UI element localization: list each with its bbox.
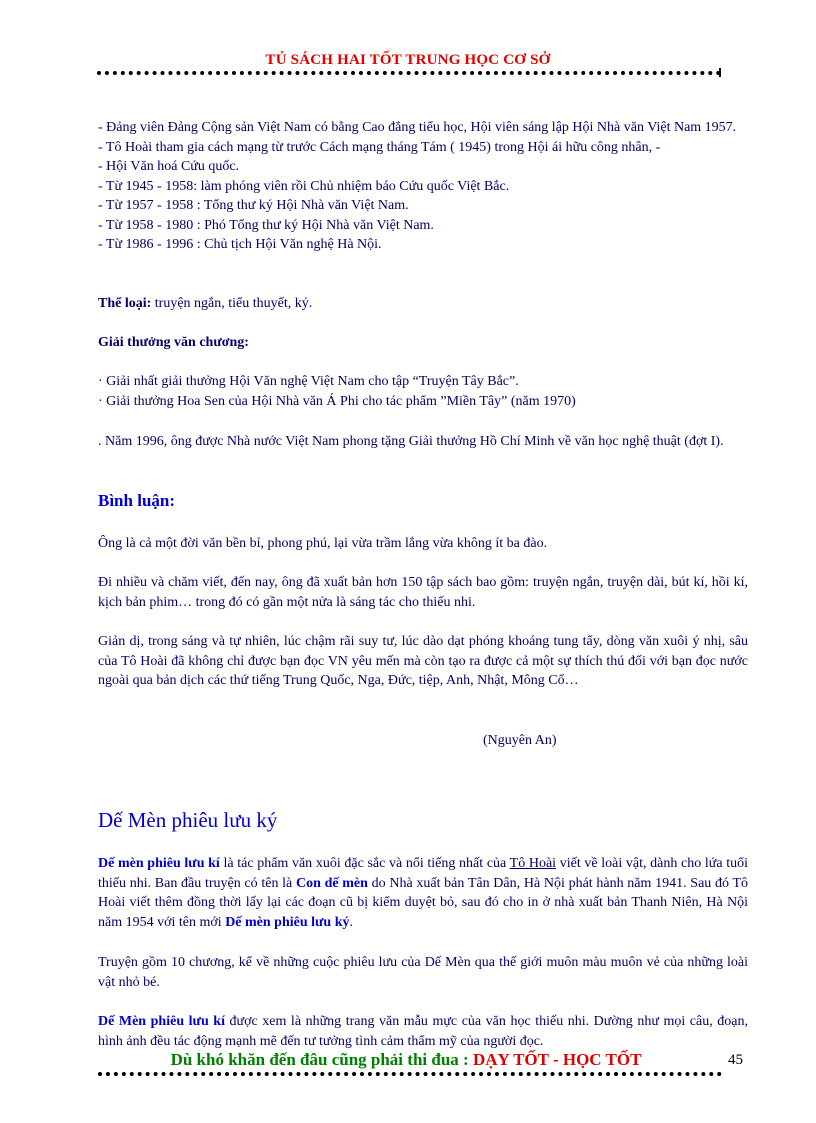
commentary-paragraph-2: Đi nhiều và chăm viết, đến nay, ông đã xuất bản hơn 150 tập sách bao gồm: truyện ngắn, truyện dài, bút kí, hồi kí, kịch bản phim… trong đó có gần một nửa là sáng tác cho thiếu nhi. bbox=[98, 575, 748, 610]
de-men-paragraph-3: Dế Mèn phiêu lưu kí được xem là những trang văn mẫu mực của văn học thiếu nhi. Dường như mọi câu, đoạn, hình ảnh đều tác động mạnh mẽ đến tư tưởng tình cảm thẩm mỹ của người đọc. bbox=[98, 1014, 748, 1049]
commentary-paragraph-3: Giản dị, trong sáng và tự nhiên, lúc chậm rãi suy tư, lúc dào dạt phóng khoáng tung tẩy, dòng văn xuôi ý nhị, sâu của Tô Hoài đã không chỉ được bạn đọc VN yêu mến mà còn tạo ra được cả một sự thích thú đối với bạn đọc nước ngoài qua bản dịch các thứ tiếng Trung Quốc, Nga, Đức, tiệp, Anh, Nhật, Mông Cổ… bbox=[98, 634, 748, 688]
bio-line: - Từ 1958 - 1980 : Phó Tổng thư ký Hội Nhà văn Việt Nam. bbox=[98, 217, 434, 233]
de-men-paragraph-1: Dế mèn phiêu lưu kí là tác phẩm văn xuôi đặc sắc và nổi tiếng nhất của Tô Hoài viết về loài vật, dành cho lứa tuổi thiếu nhi. Ban đầu truyện có tên là Con dế mèn do Nhà xuất bản Tân Dân, Hà Nội phát hành năm 1941. Sau đó Tô Hoài viết thêm đồng thời lấy lại các đoạn cũ bị kiểm duyệt bỏ, sau đó cho in ở nhà xuất bản Thanh Niên, Hà Nội năm 1954 với tên mới Dế mèn phiêu lưu ký. bbox=[98, 856, 749, 930]
award-item: · Giải nhất giải thưởng Hội Văn nghệ Việt Nam cho tập “Truyện Tây Bắc”. bbox=[98, 374, 519, 389]
awards-list bbox=[98, 372, 748, 411]
bio-line: - Đảng viên Đảng Cộng sản Việt Nam có bằng Cao đẳng tiểu học, Hội viên sáng lập Hội Nhà văn Việt Nam 1957. bbox=[98, 120, 737, 135]
awards-note: . Năm 1996, ông được Nhà nước Việt Nam phong tặng Giải thưởng Hồ Chí Minh về văn học nghệ thuật (đợt I). bbox=[98, 434, 724, 449]
commentary-paragraph-1: Ông là cả một đời văn bền bỉ, phong phú, lại vừa trầm lắng vừa không ít ba đào. bbox=[98, 536, 548, 551]
header-rule-end-mark bbox=[719, 68, 721, 77]
slogan-emphasis: DẠY TỐT - HỌC TỐT bbox=[472, 1050, 642, 1069]
footer-dotted-rule bbox=[98, 1072, 722, 1082]
bio-line: - Tô Hoài tham gia cách mạng từ trước Cách mạng tháng Tám ( 1945) trong Hội ái hữu công nhân, - bbox=[98, 139, 661, 155]
biography-list bbox=[98, 118, 758, 255]
commentary-attribution: (Nguyên An) bbox=[483, 733, 557, 748]
bio-line: - Từ 1957 - 1958 : Tổng thư ký Hội Nhà văn Việt Nam. bbox=[98, 198, 409, 213]
de-men-paragraph-2: Truyện gồm 10 chương, kể về những cuộc phiêu lưu của Dế Mèn qua thế giới muôn màu muôn vẻ của những loài vật nhỏ bé. bbox=[98, 955, 748, 990]
genre-line bbox=[98, 294, 748, 314]
author-link[interactable]: Tô Hoài bbox=[509, 856, 557, 871]
bio-line: - Hội Văn hoá Cứu quốc. bbox=[98, 159, 240, 174]
header-dotted-rule bbox=[97, 71, 721, 80]
de-men-title: Dế Mèn phiêu lưu ký bbox=[98, 808, 278, 832]
bio-line: - Từ 1986 - 1996 : Chủ tịch Hội Văn nghệ Hà Nội. bbox=[98, 237, 382, 252]
header-title: TỦ SÁCH HAI TỐT TRUNG HỌC CƠ SỞ bbox=[265, 52, 551, 68]
footer-slogan: Dù khó khăn đến đâu cũng phải thi đua : DẠY TỐT - HỌC TỐT bbox=[170, 1050, 642, 1069]
award-item: · Giải thưởng Hoa Sen của Hội Nhà văn Á Phi cho tác phẩm ”Miền Tây” (năm 1970) bbox=[98, 393, 576, 409]
book-title-bold: Dế mèn phiêu lưu kí bbox=[98, 856, 220, 871]
original-title-bold: Con dế mèn bbox=[295, 875, 368, 891]
bio-line: - Từ 1945 - 1958: làm phóng viên rồi Chủ nhiệm báo Cứu quốc Việt Bắc. bbox=[98, 178, 510, 194]
commentary-heading: Bình luận: bbox=[98, 491, 176, 510]
genre-value: truyện ngắn, tiểu thuyết, ký. bbox=[151, 296, 313, 311]
page-number: 45 bbox=[728, 1052, 743, 1068]
book-title-bold: Dế Mèn phiêu lưu kí bbox=[98, 1014, 225, 1029]
awards-heading: Giải thưởng văn chương: bbox=[98, 335, 249, 350]
new-title-bold: Dế mèn phiêu lưu ký bbox=[225, 914, 350, 930]
genre-label: Thể loại: bbox=[98, 296, 152, 311]
